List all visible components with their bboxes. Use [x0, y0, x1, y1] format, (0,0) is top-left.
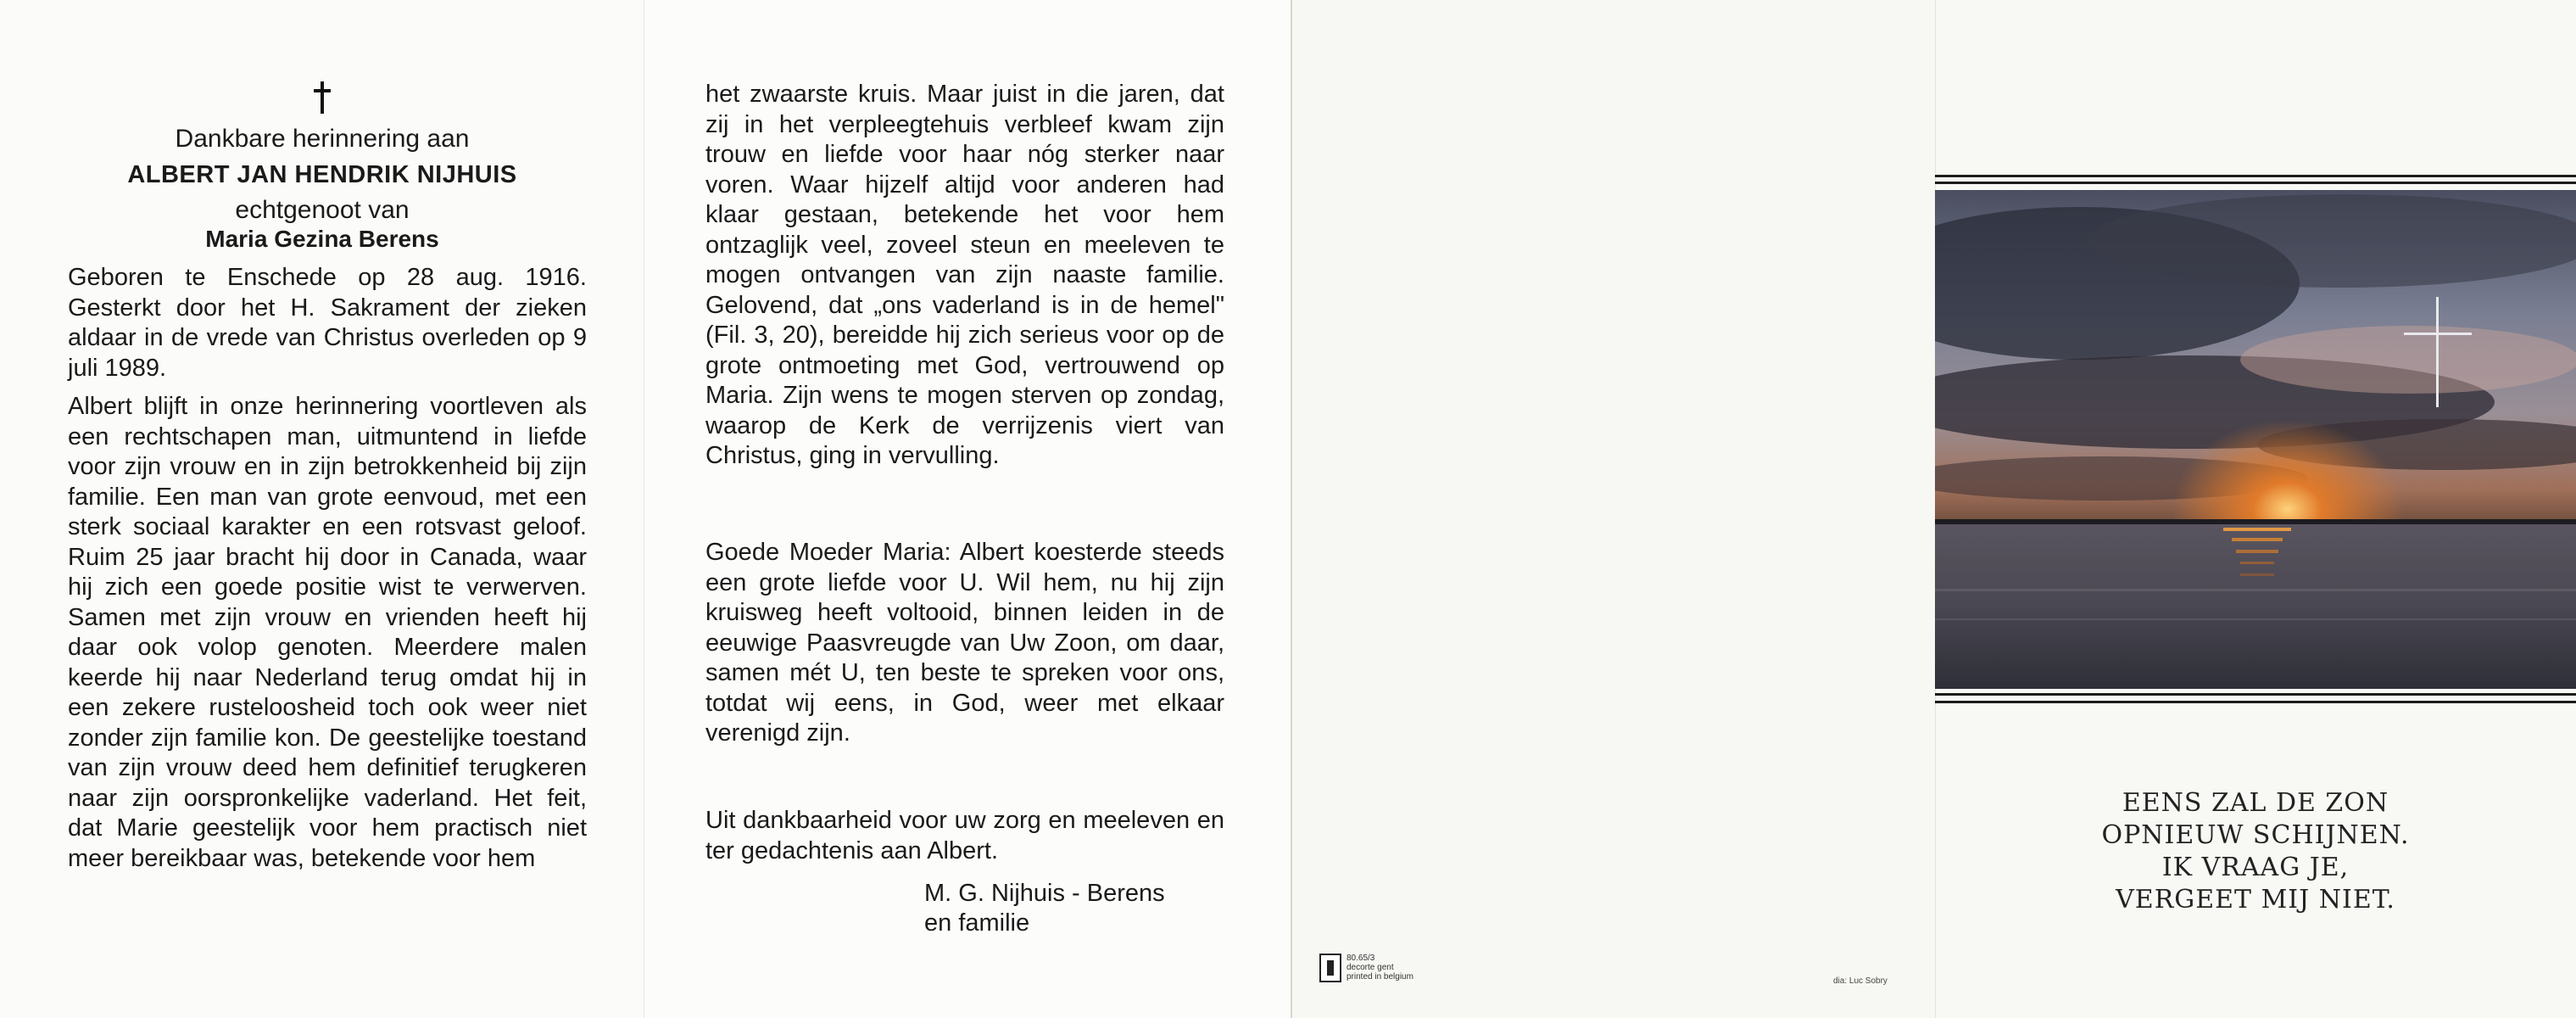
birth-death-paragraph: Geboren te Enschede op 28 aug. 1916. Gesterkt door het H. Sakrament der zieken aldaar in de vrede van Christus overleden op 9 juli 1989. — [68, 264, 587, 382]
closing-line-4: VERGEET MIJ NIET. — [2116, 885, 2395, 915]
signature-name: M. G. Nijhuis - Berens — [924, 880, 1165, 907]
closing-line-2: OPNIEUW SCHIJNEN. — [2101, 820, 2410, 850]
top-rule — [1935, 175, 2576, 177]
closing-line-3: IK VRAAG JE, — [2161, 853, 2350, 882]
deceased-name: ALBERT JAN HENDRIK NIJHUIS — [127, 161, 517, 188]
thanks-paragraph: Uit dankbaarheid voor uw zorg en meeleven en ter gedachtenis aan Albert. — [705, 807, 1224, 864]
memorial-continuation: het zwaarste kruis. Maar juist in die jaren, dat zij in het verpleegtehuis verbleef kwam zijn trouw en liefde voor haar nóg sterker naar voren. Waar hijzelf altijd voor anderen had klaar gestaan, betekende het voor hem ontzaglijk veel, zoveel steun en meeleven te mogen ontvangen van zijn naaste familie. Gelovend, dat „ons vaderland is in de hemel" (Fil. 3, 20), bereidde hij zich serieus voor op de grote ontmoeting met God, vertrouwend op Maria. Zijn wens te mogen sterven op zondag, waarop de Kerk de verrijzenis viert van Christus, ging in vervulling. — [705, 81, 1224, 469]
card-page-back — [1291, 0, 1935, 1018]
printer-name: decorte gent — [1347, 963, 1394, 972]
signature-family: en familie — [924, 909, 1030, 937]
bottom-rule — [1935, 693, 2576, 696]
cross-icon — [309, 81, 335, 115]
closing-line-1: EENS ZAL DE ZON — [2122, 788, 2389, 818]
memorial-paragraph: Albert blijft in onze herinnering voortleven als een rechtschapen man, uitmuntend in liefde voor zijn vrouw en in zijn betrokkenheid bij zijn familie. Een man van grote eenvoud, met een sterk sociaal karakter en een rotsvast geloof. Ruim 25 jaar bracht hij door in Canada, waar hij zich een goede positie wist te verwerven. Samen met zijn vrouw en vrienden heeft hij daar ook volop genoten. Meerdere malen keerde hij naar Nederland terug omdat hij in een zekere rusteloosheid toch ook weer niet zonder zijn familie kon. De geestelijke toestand van zijn vrouw deed hem definitief terugkeren naar zijn oorspronkelijke vaderland. Het feit, dat Marie geestelijk voor hem practisch niet meer bereikbaar was, betekende voor hem — [68, 393, 587, 872]
printer-code: 80.65/3 — [1347, 954, 1375, 963]
card-page-middle — [644, 0, 1291, 1018]
spouse-intro: echtgenoot van — [235, 196, 410, 224]
printed-in: printed in belgium — [1347, 972, 1413, 982]
top-rule — [1935, 182, 2576, 184]
sunset-photo — [1935, 190, 2576, 689]
printer-mark — [1319, 954, 1413, 982]
heading-intro: Dankbare herinnering aan — [175, 125, 470, 153]
card-page-left — [0, 0, 644, 1018]
bottom-rule — [1935, 701, 2576, 703]
prayer-paragraph: Goede Moeder Maria: Albert koesterde steeds een grote liefde voor U. Wil hem, nu hij zijn kruisweg heeft voltooid, binnen leiden in de eeuwige Paasvreugde van Uw Zoon, om daar, samen mét U, ten beste te spreken voor ons, totdat wij eens, in God, weer met elkaar verenigd zijn. — [705, 539, 1224, 747]
spouse-name: Maria Gezina Berens — [205, 226, 439, 252]
photo-credit: dia: Luc Sobry — [1833, 976, 1887, 986]
printer-logo-icon — [1319, 954, 1341, 982]
